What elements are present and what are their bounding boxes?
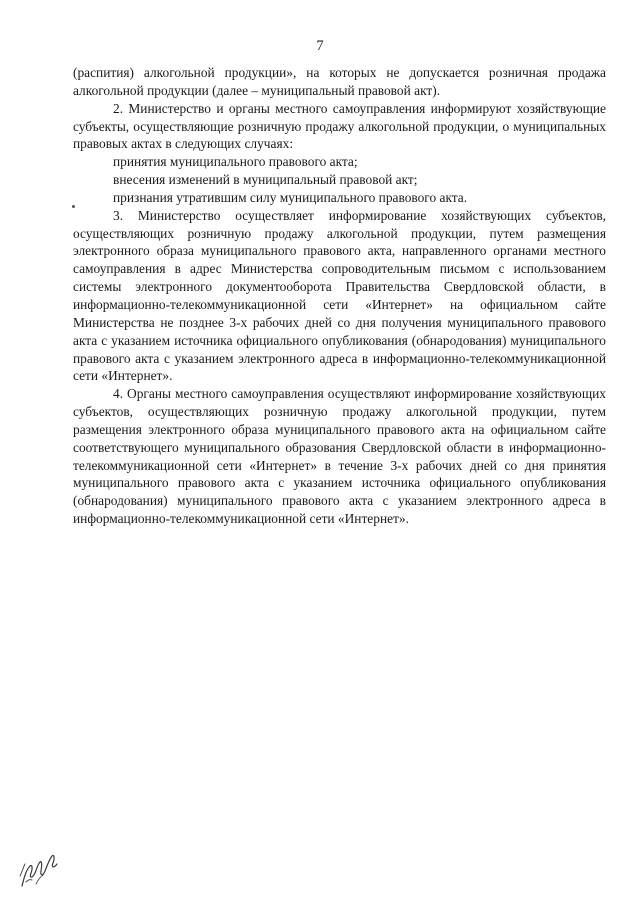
scan-artifact-dot [72, 205, 75, 208]
list-item-adoption: принятия муниципального правового акта; [113, 154, 358, 170]
paragraph-item-2: 2. Министерство и органы местного самоуправления информируют хозяйствующие субъекты, осуществляющие розничную продажу алкогольной продукции, о муниципальных правовых актах в следующих случаях: [73, 100, 606, 152]
paragraph-continuation: (распития) алкогольной продукции», на которых не допускается розничная продажа алкогольной продукции (далее – муниципальный правовой акт). [73, 65, 606, 98]
paragraph-item-4: 4. Органы местного самоуправления осуществляют информирование хозяйствующих субъектов, осуществляющих розничную продажу алкогольной продукции, путем размещения электронного образа муниципального правового акта на официальном сайте соответствующего муниципального образования Свердловской области в информационно-телекоммуникационной сети «Интернет» в течение 3-х рабочих дней со дня принятия муниципального правового акта с указанием источника официального опубликования (обнародования) муниципального правового акта с указанием электронного адреса в информационно-телекоммуникационной сети «Интернет». [73, 386, 606, 527]
signature-icon [16, 846, 64, 890]
paragraph-item-3: 3. Министерство осуществляет информирование хозяйствующих субъектов, осуществляющих розничную продажу алкогольной продукции, путем размещения электронного образа муниципального правового акта, направленного органами местного самоуправления в адрес Министерства сопроводительным письмом с использованием системы электронного документооборота Правительства Свердловской области, в информационно-телекоммуникационной сети «Интернет» на официальном сайте Министерства не позднее 3-х рабочих дней со дня получения муниципального правового акта с указанием источника официального опубликования (обнародования) муниципального правового акта с указанием электронного адреса в информационно-телекоммуникационной сети «Интернет». [73, 207, 606, 384]
list-item-repeal: признания утратившим силу муниципального правового акта. [113, 189, 468, 205]
list-item-amendment: внесения изменений в муниципальный правовой акт; [113, 172, 418, 188]
document-body [73, 64, 606, 528]
page-number: 7 [316, 38, 324, 54]
